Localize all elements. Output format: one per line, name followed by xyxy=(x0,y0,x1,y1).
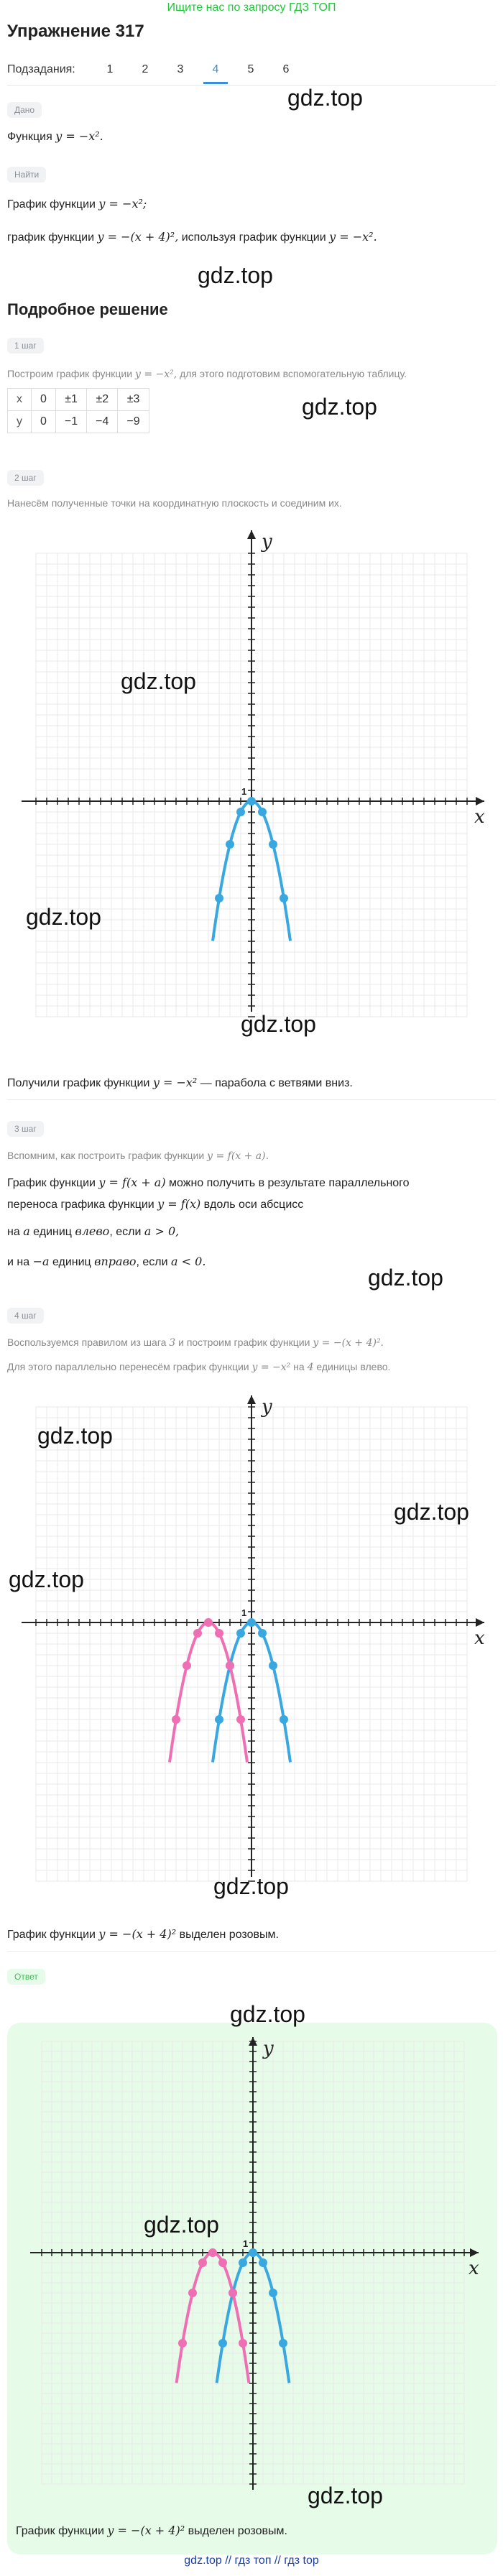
tab-subtask-3[interactable]: 3 xyxy=(177,63,184,75)
y-axis-arrow xyxy=(247,1395,256,1404)
watermark: gdz.top xyxy=(241,1011,316,1037)
step4-line-2: Для этого параллельно перенесём график функции y = −x² на 4 единицы влево. xyxy=(7,1361,391,1373)
table-cell: ±1 xyxy=(55,389,86,411)
find-line-1: График функции y = −x²; xyxy=(7,197,147,211)
x-axis-arrow xyxy=(470,2248,479,2257)
tick-label-one: 1 xyxy=(243,2238,249,2249)
pink-point xyxy=(239,2339,247,2348)
active-tab-indicator xyxy=(203,82,228,84)
blue-point xyxy=(258,808,267,816)
find-chip: Найти xyxy=(7,167,46,183)
blue-point xyxy=(218,2339,227,2348)
pink-point xyxy=(188,2289,197,2297)
step4-chip: 4 шаг xyxy=(7,1308,44,1324)
blue-point xyxy=(215,1715,223,1724)
page-title: Упражнение 317 xyxy=(7,22,144,41)
step4-conclusion: График функции y = −(x + 4)² выделен розовым. xyxy=(7,1927,279,1941)
graph-basic-parabola xyxy=(7,516,496,1019)
blue-point xyxy=(226,840,234,849)
step1-text: Построим график функции y = −x², для этого подготовим вспомогательную таблицу. xyxy=(7,368,407,380)
table-cell: ±3 xyxy=(118,389,149,411)
step3-rule-line-2: переноса графика функции y = f(x) вдоль оси абсцисс xyxy=(7,1197,304,1211)
pink-point xyxy=(218,2258,227,2267)
y-axis-label: y xyxy=(262,1396,272,1418)
watermark: gdz.top xyxy=(213,1873,289,1899)
watermark: gdz.top xyxy=(144,2212,219,2238)
solution-title: Подробное решение xyxy=(7,300,168,318)
blue-point xyxy=(280,894,288,902)
step3-text: Вспомним, как построить график функции y = f(x + a). xyxy=(7,1150,269,1162)
watermark: gdz.top xyxy=(37,1423,113,1449)
y-axis-arrow xyxy=(247,530,256,539)
pink-point xyxy=(208,2248,217,2257)
table-row xyxy=(8,411,149,433)
pink-point xyxy=(193,1629,202,1638)
blue-point xyxy=(247,797,256,805)
blue-point xyxy=(215,894,223,902)
search-banner[interactable]: Ищите нас по запросу ГДЗ ТОП xyxy=(167,1,336,14)
watermark: gdz.top xyxy=(302,394,377,420)
x-axis-label: x xyxy=(474,1628,485,1649)
table-cell: ±2 xyxy=(87,389,118,411)
blue-point xyxy=(239,2258,247,2267)
watermark: gdz.top xyxy=(230,2001,305,2027)
blue-point xyxy=(269,2289,277,2297)
blue-point xyxy=(247,1618,256,1627)
subtasks-label: Подзадания: xyxy=(7,63,75,75)
pink-point xyxy=(198,2258,207,2267)
step2-conclusion: Получили график функции y = −x² — парабола с ветвями вниз. xyxy=(7,1076,353,1089)
table-cell: 0 xyxy=(32,411,56,433)
pink-point xyxy=(215,1629,223,1638)
tab-subtask-6[interactable]: 6 xyxy=(282,63,290,75)
pink-point xyxy=(172,1715,180,1724)
pink-point xyxy=(229,2289,237,2297)
x-axis-label: x xyxy=(469,2258,479,2279)
table-cell: −1 xyxy=(55,411,86,433)
step3-rule-line-4: и на −a единиц вправо, если a < 0. xyxy=(7,1255,206,1268)
graph-answer xyxy=(16,2023,490,2497)
pink-point xyxy=(236,1715,245,1724)
watermark: gdz.top xyxy=(121,668,196,694)
step2-chip: 2 шаг xyxy=(7,470,44,486)
blue-point xyxy=(269,840,277,849)
x-axis-arrow xyxy=(476,1618,484,1627)
step2-text: Нанесём полученные точки на координатную плоскость и соединим их. xyxy=(7,497,342,509)
table-cell: x xyxy=(8,389,32,411)
x-axis-arrow xyxy=(476,797,484,805)
table-cell: −9 xyxy=(118,411,149,433)
watermark: gdz.top xyxy=(198,262,273,288)
tick-label-one: 1 xyxy=(241,1607,247,1618)
divider xyxy=(7,1099,496,1100)
x-axis-label: x xyxy=(474,806,485,828)
pink-point xyxy=(226,1661,234,1670)
blue-point xyxy=(236,808,245,816)
graph-shifted-parabola xyxy=(7,1381,496,1884)
answer-chip: Ответ xyxy=(7,1969,45,1985)
step1-chip: 1 шаг xyxy=(7,338,44,354)
y-axis-label: y xyxy=(263,2038,274,2059)
watermark: gdz.top xyxy=(287,85,363,111)
divider xyxy=(7,1951,496,1952)
y-axis-label: y xyxy=(262,531,272,553)
pink-point xyxy=(183,1661,191,1670)
tab-subtask-5[interactable]: 5 xyxy=(247,63,254,75)
tab-subtask-1[interactable]: 1 xyxy=(106,63,114,75)
blue-point xyxy=(280,1715,288,1724)
pink-point xyxy=(178,2339,187,2348)
watermark: gdz.top xyxy=(308,2483,383,2508)
given-text: Функция y = −x². xyxy=(7,129,103,143)
watermark: gdz.top xyxy=(368,1265,443,1291)
step3-rule-line-3: на a единиц влево, если a > 0, xyxy=(7,1224,180,1238)
given-chip: Дано xyxy=(7,102,42,118)
table-cell: −4 xyxy=(87,411,118,433)
footer-links[interactable]: gdz.top // гдз топ // гдз top xyxy=(184,2554,319,2567)
table-cell: y xyxy=(8,411,32,433)
blue-point xyxy=(279,2339,287,2348)
watermark: gdz.top xyxy=(9,1566,84,1592)
find-line-2: график функции y = −(x + 4)², используя график функции y = −x². xyxy=(7,230,377,244)
table-cell: 0 xyxy=(32,389,56,411)
blue-point xyxy=(259,2258,267,2267)
watermark: gdz.top xyxy=(26,904,101,930)
values-table xyxy=(7,388,149,433)
table-row xyxy=(8,389,149,411)
step3-rule-line-1: График функции y = f(x + a) можно получить в результате параллельного xyxy=(7,1176,410,1189)
subtasks-nav xyxy=(7,57,496,86)
blue-point xyxy=(249,2248,257,2257)
step3-chip: 3 шаг xyxy=(7,1121,44,1137)
blue-point xyxy=(269,1661,277,1670)
blue-point xyxy=(258,1629,267,1638)
tab-subtask-4[interactable]: 4 xyxy=(212,63,219,75)
step4-line-1: Воспользуемся правилом из шага 3 и построим график функции y = −(x + 4)². xyxy=(7,1337,384,1349)
tick-label-one: 1 xyxy=(241,786,247,797)
blue-point xyxy=(236,1629,245,1638)
pink-point xyxy=(204,1618,213,1627)
tab-subtask-2[interactable]: 2 xyxy=(142,63,149,75)
watermark: gdz.top xyxy=(394,1499,469,1525)
answer-conclusion: График функции y = −(x + 4)² выделен розовым. xyxy=(16,2524,287,2537)
